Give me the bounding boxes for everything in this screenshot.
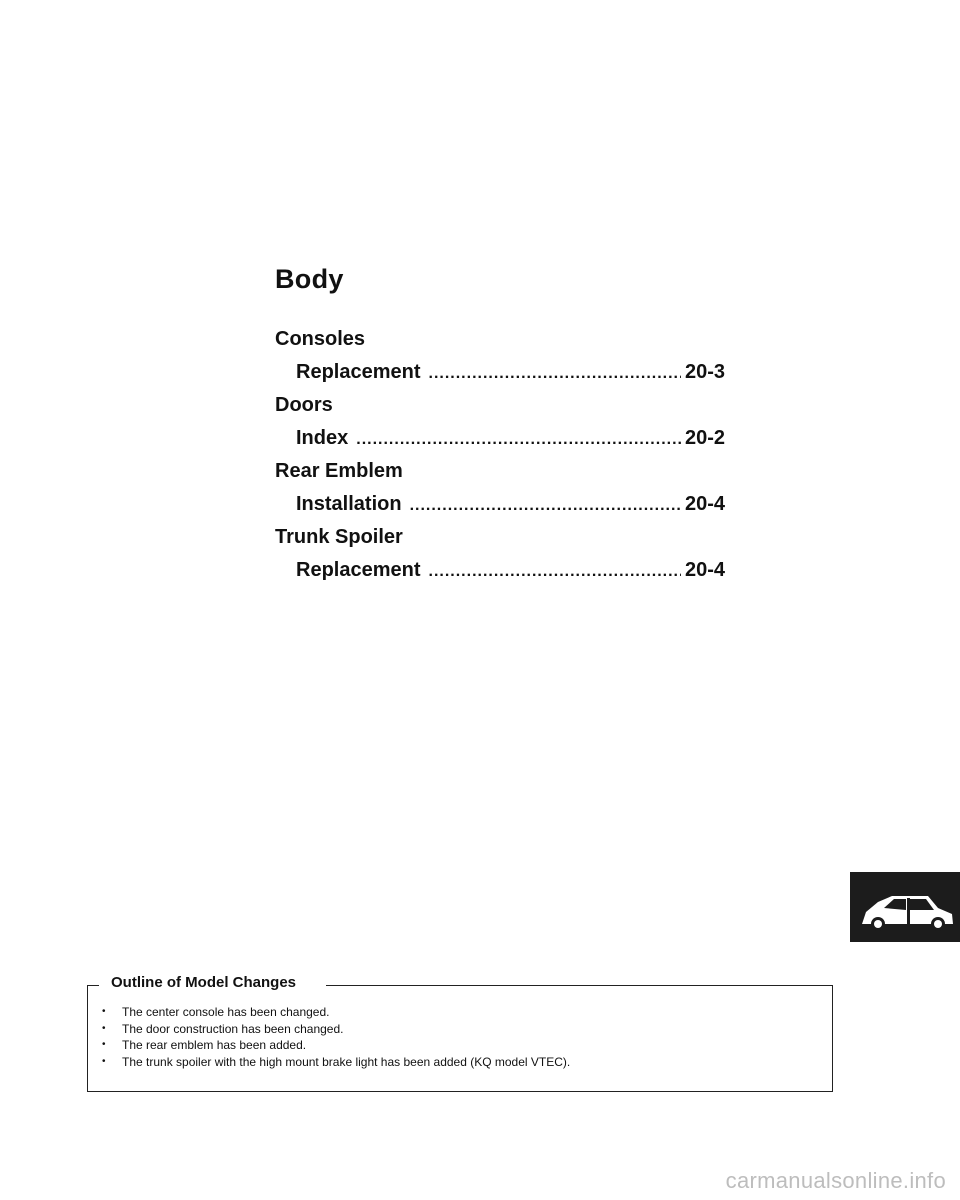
watermark: carmanualsonline.info — [725, 1168, 946, 1193]
entry-page-number: 20-3 — [684, 361, 725, 383]
page-title: Body — [275, 264, 344, 294]
dot-leader — [429, 554, 681, 590]
entry-page-number: 20-4 — [684, 559, 725, 581]
list-item: • The trunk spoiler with the high mount brake light has been added (KQ model VTEC). — [102, 1054, 570, 1071]
entry-page-number: 20-4 — [684, 493, 725, 515]
list-item: • The center console has been changed. — [102, 1004, 570, 1021]
toc-entry[interactable] — [275, 420, 725, 456]
entry-label: Installation — [296, 493, 402, 515]
changes-heading: Outline of Model Changes — [107, 974, 300, 991]
toc-section-rear-emblem — [275, 456, 725, 522]
dot-leader — [429, 356, 681, 392]
entry-label: Replacement — [296, 361, 421, 383]
list-item: • The rear emblem has been added. — [102, 1037, 570, 1054]
entry-label: Index — [296, 427, 349, 449]
section-tab[interactable] — [850, 872, 960, 942]
car-body-icon — [858, 884, 958, 932]
toc-entry[interactable] — [275, 486, 725, 522]
section-title: Trunk Spoiler — [275, 526, 403, 548]
toc-section-trunk-spoiler — [275, 522, 725, 588]
toc-entry[interactable] — [275, 354, 725, 390]
table-of-contents — [275, 324, 725, 588]
section-title: Doors — [275, 394, 333, 416]
list-item: • The door construction has been changed. — [102, 1021, 570, 1038]
entry-label: Replacement — [296, 559, 421, 581]
toc-section-consoles — [275, 324, 725, 390]
entry-page-number: 20-2 — [684, 427, 725, 449]
dot-leader — [356, 422, 681, 458]
section-title: Consoles — [275, 328, 366, 350]
toc-section-doors — [275, 390, 725, 456]
section-title: Rear Emblem — [275, 460, 403, 482]
dot-leader — [410, 488, 681, 524]
changes-list — [102, 1004, 570, 1070]
toc-entry[interactable] — [275, 552, 725, 588]
